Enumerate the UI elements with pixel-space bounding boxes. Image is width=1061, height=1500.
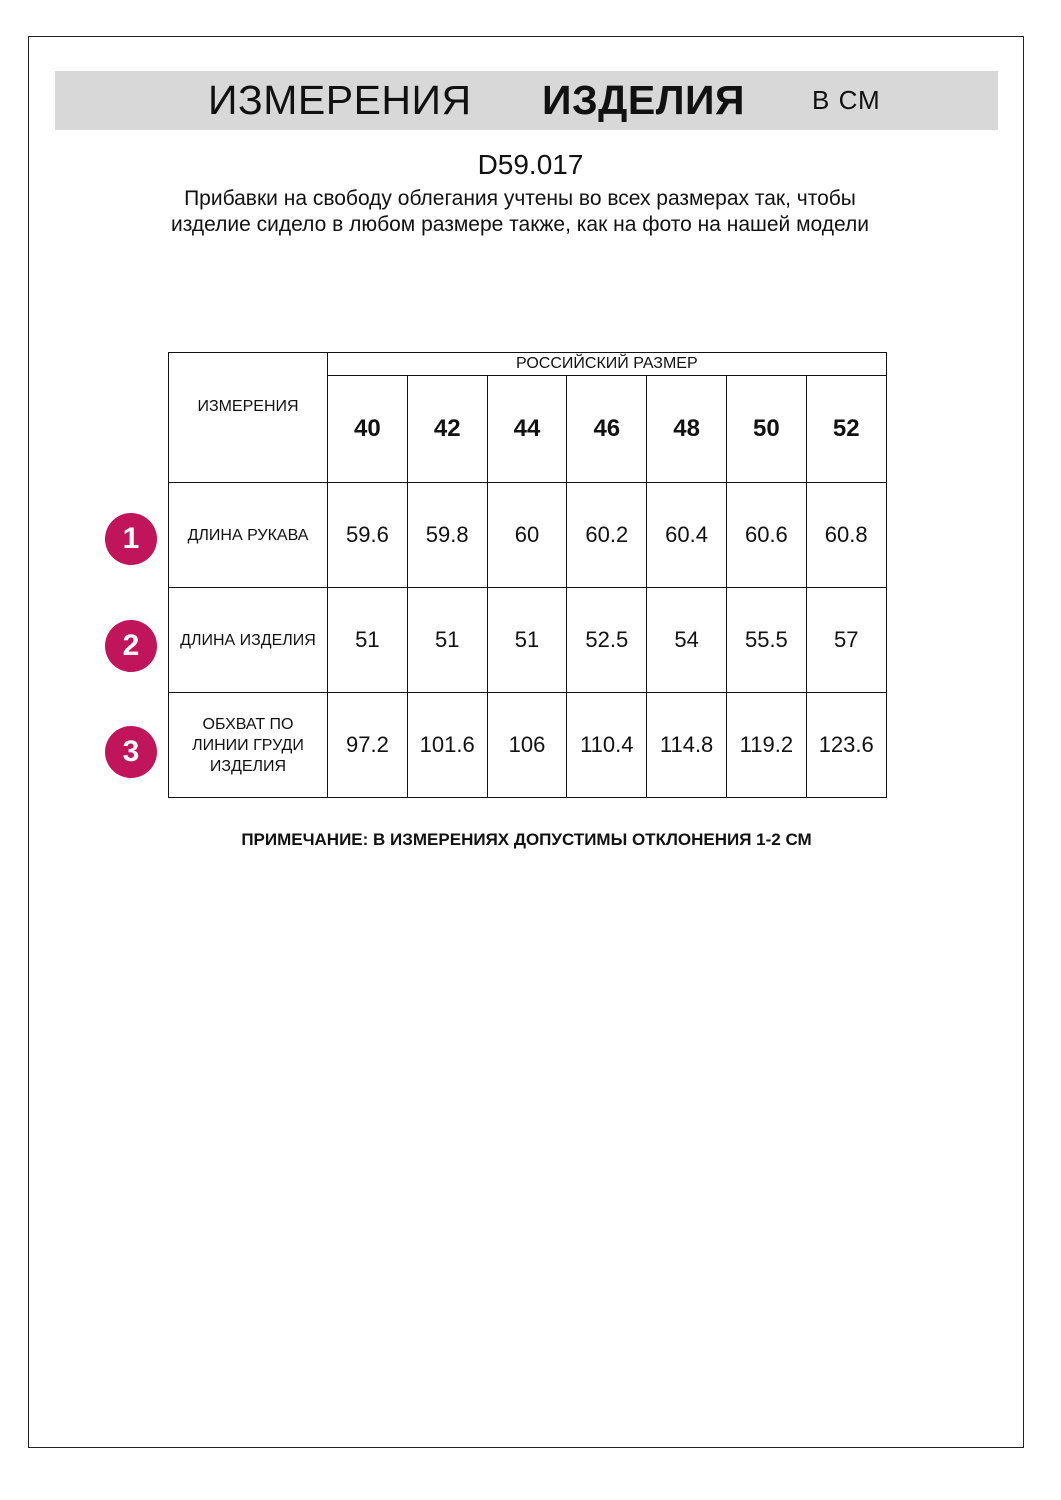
fit-description: Прибавки на свободу облегания учтены во всех размерах так, чтобы изделие сидело в любом размере также, как на фото на нашей модели xyxy=(171,187,869,236)
tolerance-note: ПРИМЕЧАНИЕ: В ИЗМЕРЕНИЯХ ДОПУСТИМЫ ОТКЛОНЕНИЯ 1-2 СМ xyxy=(241,830,812,849)
row-label-chest-girth xyxy=(169,693,328,798)
table-row xyxy=(169,588,887,693)
table-cell: 101.6 xyxy=(407,693,487,798)
table-cell: 51 xyxy=(407,588,487,693)
product-code: D59.017 xyxy=(477,149,584,180)
title-unit: В СМ xyxy=(812,85,881,115)
table-cell: 59.6 xyxy=(328,483,408,588)
row-label-garment-length: ДЛИНА ИЗДЕЛИЯ xyxy=(169,588,328,693)
row-number-badge: 1 xyxy=(105,513,157,565)
size-table xyxy=(168,352,887,798)
row-label-chest-girth-text: ОБХВАТ ПО ЛИНИИ ГРУДИ ИЗДЕЛИЯ xyxy=(192,715,304,775)
table-row xyxy=(169,483,887,588)
table-cell: 97.2 xyxy=(328,693,408,798)
title-bold: ИЗДЕЛИЯ xyxy=(542,77,745,123)
table-cell: 60.8 xyxy=(806,483,886,588)
table-cell: 60 xyxy=(487,483,567,588)
row-number-badge: 2 xyxy=(105,620,157,672)
table-cell: 51 xyxy=(487,588,567,693)
size-header: 46 xyxy=(567,376,647,483)
size-header: 52 xyxy=(806,376,886,483)
title-banner xyxy=(55,71,998,130)
row-number-badge: 3 xyxy=(105,726,157,778)
table-cell: 123.6 xyxy=(806,693,886,798)
size-header: 42 xyxy=(407,376,487,483)
size-header: 40 xyxy=(328,376,408,483)
size-header: 50 xyxy=(726,376,806,483)
table-cell: 54 xyxy=(647,588,727,693)
table-cell: 51 xyxy=(328,588,408,693)
table-cell: 106 xyxy=(487,693,567,798)
size-header: 44 xyxy=(487,376,567,483)
title-regular: ИЗМЕРЕНИЯ xyxy=(208,77,472,123)
table-cell: 60.4 xyxy=(647,483,727,588)
table-cell: 110.4 xyxy=(567,693,647,798)
table-cell: 60.6 xyxy=(726,483,806,588)
table-cell: 114.8 xyxy=(647,693,727,798)
measure-header: ИЗМЕРЕНИЯ xyxy=(169,353,328,483)
table-cell: 52.5 xyxy=(567,588,647,693)
table-cell: 59.8 xyxy=(407,483,487,588)
size-system-header: РОССИЙСКИЙ РАЗМЕР xyxy=(328,353,887,376)
size-header: 48 xyxy=(647,376,727,483)
table-header-row xyxy=(169,353,887,376)
table-cell: 119.2 xyxy=(726,693,806,798)
table-cell: 55.5 xyxy=(726,588,806,693)
table-cell: 60.2 xyxy=(567,483,647,588)
table-cell: 57 xyxy=(806,588,886,693)
row-label-sleeve-length: ДЛИНА РУКАВА xyxy=(169,483,328,588)
table-row xyxy=(169,693,887,798)
